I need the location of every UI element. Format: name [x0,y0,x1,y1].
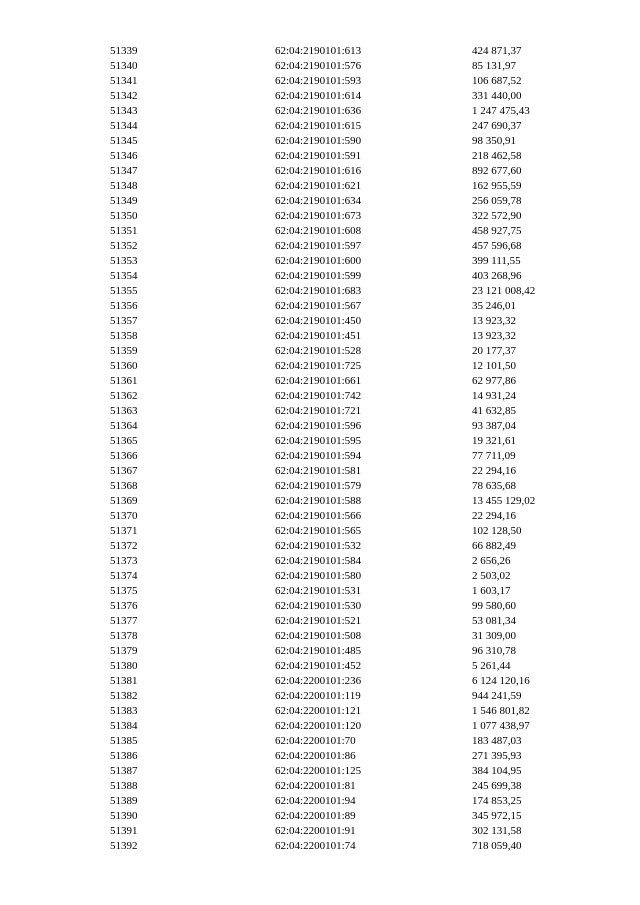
cadastral-number: 62:04:2190101:579 [275,480,362,492]
cadastral-number: 62:04:2190101:521 [275,615,362,627]
table-row [110,764,580,779]
row-number: 51384 [110,720,138,732]
cadastral-value: 13 923,32 [472,330,516,342]
cadastral-number: 62:04:2190101:566 [275,510,362,522]
row-number: 51390 [110,810,138,822]
table-row [110,329,580,344]
cadastral-value: 162 955,59 [472,180,522,192]
row-number: 51377 [110,615,138,627]
cadastral-number: 62:04:2190101:451 [275,330,362,342]
row-number: 51380 [110,660,138,672]
cadastral-value: 403 268,96 [472,270,522,282]
row-number: 51350 [110,210,138,222]
row-number: 51353 [110,255,138,267]
cadastral-value: 98 350,91 [472,135,516,147]
cadastral-number: 62:04:2200101:236 [275,675,362,687]
cadastral-number: 62:04:2190101:661 [275,375,362,387]
table-row [110,209,580,224]
cadastral-number: 62:04:2190101:530 [275,600,362,612]
cadastral-number: 62:04:2200101:86 [275,750,356,762]
cadastral-value: 66 882,49 [472,540,516,552]
cadastral-value: 1 247 475,43 [472,105,530,117]
row-number: 51345 [110,135,138,147]
table-row [110,794,580,809]
table-row [110,599,580,614]
table-row [110,839,580,854]
row-number: 51369 [110,495,138,507]
cadastral-number: 62:04:2200101:121 [275,705,362,717]
table-row [110,719,580,734]
table-row [110,539,580,554]
cadastral-value: 331 440,00 [472,90,522,102]
row-number: 51389 [110,795,138,807]
row-number: 51368 [110,480,138,492]
cadastral-value: 20 177,37 [472,345,516,357]
cadastral-value: 31 309,00 [472,630,516,642]
row-number: 51357 [110,315,138,327]
cadastral-value: 218 462,58 [472,150,522,162]
cadastral-number: 62:04:2200101:125 [275,765,362,777]
row-number: 51365 [110,435,138,447]
cadastral-value: 944 241,59 [472,690,522,702]
table-row [110,374,580,389]
cadastral-value: 35 246,01 [472,300,516,312]
cadastral-value: 247 690,37 [472,120,522,132]
table-row [110,734,580,749]
cadastral-value: 12 101,50 [472,360,516,372]
cadastral-number: 62:04:2200101:120 [275,720,362,732]
row-number: 51392 [110,840,138,852]
cadastral-number: 62:04:2190101:599 [275,270,362,282]
cadastral-number: 62:04:2190101:581 [275,465,362,477]
cadastral-number: 62:04:2190101:593 [275,75,362,87]
table-row [110,269,580,284]
row-number: 51344 [110,120,138,132]
row-number: 51379 [110,645,138,657]
cadastral-number: 62:04:2200101:81 [275,780,356,792]
table-row [110,554,580,569]
row-number: 51346 [110,150,138,162]
cadastral-number: 62:04:2190101:531 [275,585,362,597]
cadastral-number: 62:04:2190101:614 [275,90,362,102]
cadastral-value: 19 321,61 [472,435,516,447]
cadastral-number: 62:04:2200101:91 [275,825,356,837]
cadastral-value: 322 572,90 [472,210,522,222]
table-row [110,314,580,329]
table-row [110,779,580,794]
row-number: 51361 [110,375,138,387]
cadastral-number: 62:04:2190101:616 [275,165,362,177]
table-row [110,434,580,449]
row-number: 51374 [110,570,138,582]
cadastral-number: 62:04:2190101:613 [275,45,362,57]
table-row [110,359,580,374]
table-row [110,749,580,764]
cadastral-number: 62:04:2190101:508 [275,630,362,642]
cadastral-value: 424 871,37 [472,45,522,57]
cadastral-number: 62:04:2190101:450 [275,315,362,327]
table-row [110,494,580,509]
cadastral-number: 62:04:2190101:621 [275,180,362,192]
cadastral-value: 345 972,15 [472,810,522,822]
table-row [110,104,580,119]
row-number: 51362 [110,390,138,402]
cadastral-value: 78 635,68 [472,480,516,492]
row-number: 51388 [110,780,138,792]
row-number: 51371 [110,525,138,537]
table-row [110,419,580,434]
cadastral-value: 271 395,93 [472,750,522,762]
cadastral-value: 302 131,58 [472,825,522,837]
row-number: 51359 [110,345,138,357]
cadastral-number: 62:04:2200101:94 [275,795,356,807]
row-number: 51372 [110,540,138,552]
cadastral-value: 62 977,86 [472,375,516,387]
table-row [110,254,580,269]
cadastral-number: 62:04:2190101:594 [275,450,362,462]
table-row [110,584,580,599]
cadastral-value: 23 121 008,42 [472,285,536,297]
row-number: 51348 [110,180,138,192]
row-number: 51387 [110,765,138,777]
cadastral-value: 6 124 120,16 [472,675,530,687]
cadastral-number: 62:04:2190101:580 [275,570,362,582]
cadastral-value: 106 687,52 [472,75,522,87]
table-row [110,449,580,464]
table-row [110,194,580,209]
cadastral-value: 1 077 438,97 [472,720,530,732]
cadastral-number: 62:04:2190101:597 [275,240,362,252]
table-row [110,149,580,164]
cadastral-number: 62:04:2190101:528 [275,345,362,357]
cadastral-value: 77 711,09 [472,450,516,462]
table-row [110,614,580,629]
cadastral-number: 62:04:2190101:636 [275,105,362,117]
row-number: 51373 [110,555,138,567]
row-number: 51355 [110,285,138,297]
cadastral-number: 62:04:2190101:590 [275,135,362,147]
table-row [110,464,580,479]
table-row [110,809,580,824]
cadastral-value: 85 131,97 [472,60,516,72]
cadastral-value: 718 059,40 [472,840,522,852]
cadastral-value: 384 104,95 [472,765,522,777]
cadastral-number: 62:04:2190101:595 [275,435,362,447]
cadastral-value: 41 632,85 [472,405,516,417]
table-row [110,674,580,689]
cadastral-value: 53 081,34 [472,615,516,627]
table-row [110,524,580,539]
row-number: 51363 [110,405,138,417]
cadastral-number: 62:04:2200101:74 [275,840,356,852]
cadastral-number: 62:04:2200101:119 [275,690,361,702]
cadastral-number: 62:04:2190101:721 [275,405,362,417]
cadastral-number: 62:04:2190101:567 [275,300,362,312]
table-row [110,644,580,659]
row-number: 51356 [110,300,138,312]
cadastral-number: 62:04:2200101:89 [275,810,356,822]
table-row [110,629,580,644]
cadastral-number: 62:04:2190101:608 [275,225,362,237]
table-row [110,59,580,74]
table-row [110,134,580,149]
row-number: 51381 [110,675,138,687]
row-number: 51358 [110,330,138,342]
table-row [110,239,580,254]
cadastral-value: 256 059,78 [472,195,522,207]
cadastral-value: 102 128,50 [472,525,522,537]
row-number: 51366 [110,450,138,462]
table-row [110,389,580,404]
table-row [110,179,580,194]
table-row [110,119,580,134]
row-number: 51360 [110,360,138,372]
cadastral-number: 62:04:2190101:485 [275,645,362,657]
cadastral-number: 62:04:2190101:576 [275,60,362,72]
table-row [110,479,580,494]
row-number: 51352 [110,240,138,252]
row-number: 51339 [110,45,138,57]
cadastral-number: 62:04:2190101:532 [275,540,362,552]
row-number: 51375 [110,585,138,597]
row-number: 51351 [110,225,138,237]
cadastral-number: 62:04:2190101:683 [275,285,362,297]
cadastral-value: 245 699,38 [472,780,522,792]
row-number: 51386 [110,750,138,762]
table-row [110,824,580,839]
cadastral-value: 14 931,24 [472,390,516,402]
table-row [110,89,580,104]
row-number: 51378 [110,630,138,642]
cadastral-number: 62:04:2190101:591 [275,150,362,162]
table-row [110,404,580,419]
row-number: 51354 [110,270,138,282]
cadastral-number: 62:04:2190101:584 [275,555,362,567]
cadastral-number: 62:04:2190101:565 [275,525,362,537]
row-number: 51364 [110,420,138,432]
cadastral-number: 62:04:2190101:588 [275,495,362,507]
cadastral-value: 174 853,25 [472,795,522,807]
cadastral-number: 62:04:2190101:725 [275,360,362,372]
cadastral-value: 1 603,17 [472,585,511,597]
table-row [110,44,580,59]
row-number: 51340 [110,60,138,72]
cadastral-number: 62:04:2190101:634 [275,195,362,207]
cadastral-value: 96 310,78 [472,645,516,657]
row-number: 51342 [110,90,138,102]
row-number: 51343 [110,105,138,117]
cadastral-value: 892 677,60 [472,165,522,177]
table-row [110,704,580,719]
cadastral-value: 22 294,16 [472,465,516,477]
row-number: 51391 [110,825,138,837]
row-number: 51347 [110,165,138,177]
cadastral-value: 2 656,26 [472,555,511,567]
cadastral-value: 2 503,02 [472,570,511,582]
cadastral-value: 99 580,60 [472,600,516,612]
cadastral-value: 5 261,44 [472,660,511,672]
table-row [110,659,580,674]
cadastral-value: 93 387,04 [472,420,516,432]
cadastral-value-table [110,44,580,854]
cadastral-value: 457 596,68 [472,240,522,252]
cadastral-number: 62:04:2190101:452 [275,660,362,672]
table-row [110,74,580,89]
row-number: 51382 [110,690,138,702]
table-row [110,509,580,524]
table-row [110,344,580,359]
cadastral-value: 399 111,55 [472,255,521,267]
cadastral-number: 62:04:2190101:673 [275,210,362,222]
row-number: 51376 [110,600,138,612]
table-row [110,224,580,239]
cadastral-value: 1 546 801,82 [472,705,530,717]
table-row [110,284,580,299]
table-row [110,569,580,584]
row-number: 51370 [110,510,138,522]
cadastral-value: 22 294,16 [472,510,516,522]
table-row [110,299,580,314]
cadastral-value: 183 487,03 [472,735,522,747]
row-number: 51383 [110,705,138,717]
row-number: 51367 [110,465,138,477]
table-row [110,689,580,704]
cadastral-number: 62:04:2190101:742 [275,390,362,402]
cadastral-number: 62:04:2190101:615 [275,120,362,132]
row-number: 51349 [110,195,138,207]
row-number: 51385 [110,735,138,747]
table-row [110,164,580,179]
cadastral-value: 13 923,32 [472,315,516,327]
cadastral-number: 62:04:2190101:596 [275,420,362,432]
cadastral-number: 62:04:2190101:600 [275,255,362,267]
cadastral-value: 13 455 129,02 [472,495,536,507]
cadastral-value: 458 927,75 [472,225,522,237]
cadastral-number: 62:04:2200101:70 [275,735,356,747]
row-number: 51341 [110,75,138,87]
